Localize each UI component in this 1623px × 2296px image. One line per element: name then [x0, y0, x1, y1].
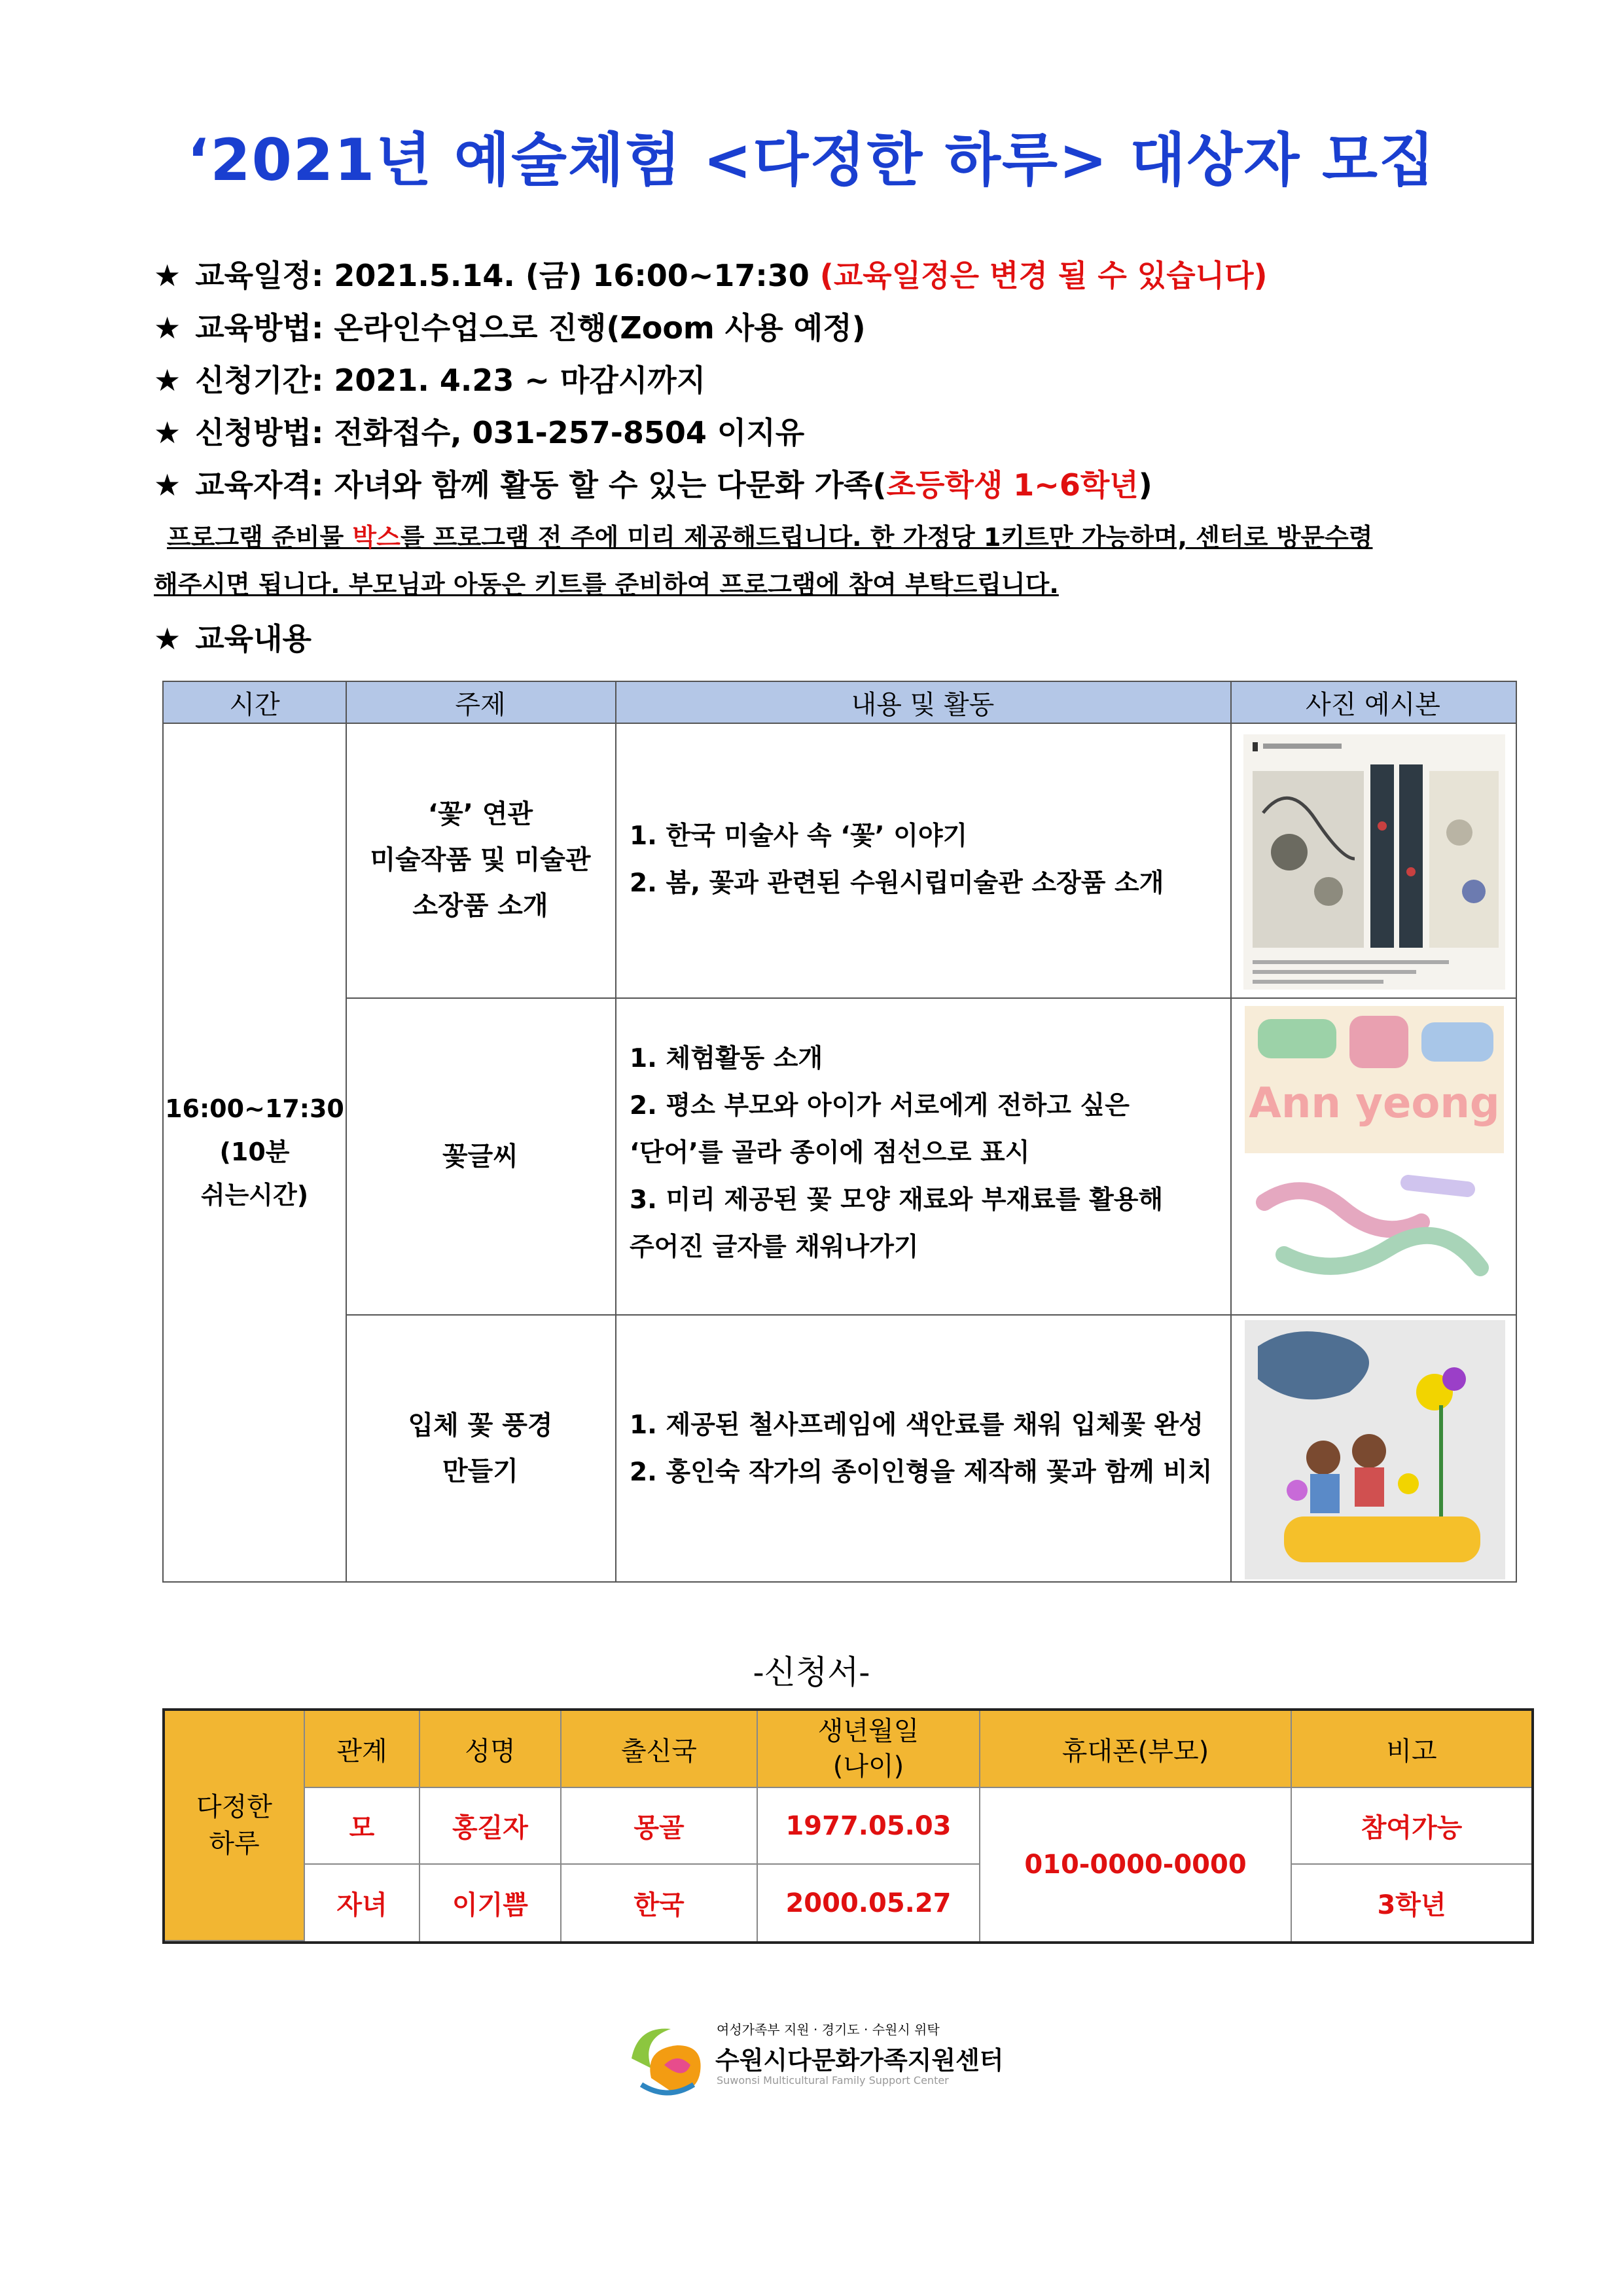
header-birth: 생년월일 (나이) — [758, 1711, 980, 1788]
photo-example-3 — [1245, 1320, 1505, 1579]
header-name: 성명 — [420, 1711, 562, 1788]
info-method: ★ 교육방법: 온라인수업으로 진행(Zoom 사용 예정) — [154, 310, 866, 346]
header-topic: 주제 — [455, 689, 506, 720]
header-time: 시간 — [229, 689, 280, 720]
info-eligibility: ★ 교육자격: 자녀와 함께 활동 할 수 있는 다문화 가족(초등학생 1~6학년) — [154, 467, 1152, 503]
photo-example-1 — [1243, 734, 1505, 990]
header-country: 출신국 — [562, 1711, 758, 1788]
row2-country: 한국 — [562, 1865, 758, 1941]
page-title: ‘2021년 예술체험 <다정한 하루> 대상자 모집 — [187, 126, 1436, 194]
header-phone: 휴대폰(부모) — [980, 1711, 1292, 1788]
row2-relation: 자녀 — [305, 1865, 420, 1941]
row1-birth: 1977.05.03 — [758, 1788, 980, 1865]
row2-note: 3학년 — [1377, 1890, 1446, 1920]
logo-sponsors: 여성가족부 지원 · 경기도 · 수원시 위탁 — [717, 2022, 940, 2037]
info-period: ★ 신청기간: 2021. 4.23 ~ 마감시까지 — [154, 363, 706, 398]
phone-cell: 010-0000-0000 — [980, 1788, 1292, 1941]
topic-cell-2: 꽃글씨 — [442, 1141, 518, 1172]
star-icon: ★ — [154, 467, 181, 503]
info-schedule: ★ 교육일정: 2021.5.14. (금) 16:00~17:30 (교육일정은 변경 될 수 있습니다) — [154, 258, 1268, 293]
row1-relation: 모 — [305, 1788, 420, 1865]
star-icon: ★ — [154, 363, 181, 398]
photo-text: Ann yeong — [1249, 1079, 1500, 1128]
header-activity: 내용 및 활동 — [851, 689, 995, 720]
row1-note: 참여가능 — [1292, 1788, 1531, 1865]
row1-country: 몽골 — [562, 1788, 758, 1865]
application-form-table — [162, 1708, 1534, 1944]
row1-name: 홍길자 — [420, 1788, 562, 1865]
header-photo: 사진 예시본 — [1306, 689, 1440, 720]
activity-list-2: 1. 체험활동 소개 2. 평소 부모와 아이가 서로에게 전하고 싶은 ‘단어’를 골라 종이에 점선으로 표시 3. 미리 제공된 꽃 모양 재료와 부재료를 활용해 주어진 글자를 채워나가기 — [630, 1044, 1164, 1262]
logo-name: 수원시다문화가족지원센터 — [715, 2046, 1004, 2075]
star-icon: ★ — [154, 415, 181, 450]
notice-line-1: 프로그램 준비물 박스를 프로그램 전 주에 미리 제공해드립니다. 한 가정당 1키트만 가능하며, 센터로 방문수령 — [167, 523, 1373, 552]
content-heading: ★ 교육내용 — [154, 621, 312, 656]
row2-name: 이기쁨 — [420, 1865, 562, 1941]
header-note: 비고 — [1292, 1711, 1531, 1788]
time-cell: 16:00~17:30 (10분 쉬는시간) — [165, 1094, 344, 1210]
notice-line-2: 해주시면 됩니다. 부모님과 아동은 키트를 준비하여 프로그램에 참여 부탁드립니다. — [154, 570, 1059, 599]
activity-list-1: 1. 한국 미술사 속 ‘꽃’ 이야기 2. 봄, 꽃과 관련된 수원시립미술관 소장품 소개 — [630, 821, 1164, 898]
topic-cell-3: 입체 꽃 풍경 만들기 — [408, 1410, 553, 1486]
star-icon: ★ — [154, 258, 181, 293]
topic-cell-1: ‘꽃’ 연관 미술작품 및 미술관 소장품 소개 — [370, 799, 591, 921]
logo-mark-icon — [625, 2019, 710, 2098]
logo-english: Suwonsi Multicultural Family Support Center — [717, 2074, 949, 2087]
photo-example-2 — [1245, 1006, 1504, 1307]
curriculum-table — [162, 681, 1517, 1583]
star-icon: ★ — [154, 621, 181, 656]
row2-birth: 2000.05.27 — [758, 1865, 980, 1941]
activity-list-3: 1. 제공된 철사프레임에 색안료를 채워 입체꽃 완성 2. 홍인숙 작가의 종이인형을 제작해 꽃과 함께 비치 — [630, 1410, 1213, 1487]
star-icon: ★ — [154, 310, 181, 346]
info-apply: ★ 신청방법: 전화접수, 031-257-8504 이지유 — [154, 415, 805, 450]
program-cell: 다정한 하루 — [165, 1711, 305, 1941]
center-logo — [625, 2013, 1018, 2098]
header-relation: 관계 — [305, 1711, 420, 1788]
form-title: -신청서- — [753, 1653, 870, 1691]
